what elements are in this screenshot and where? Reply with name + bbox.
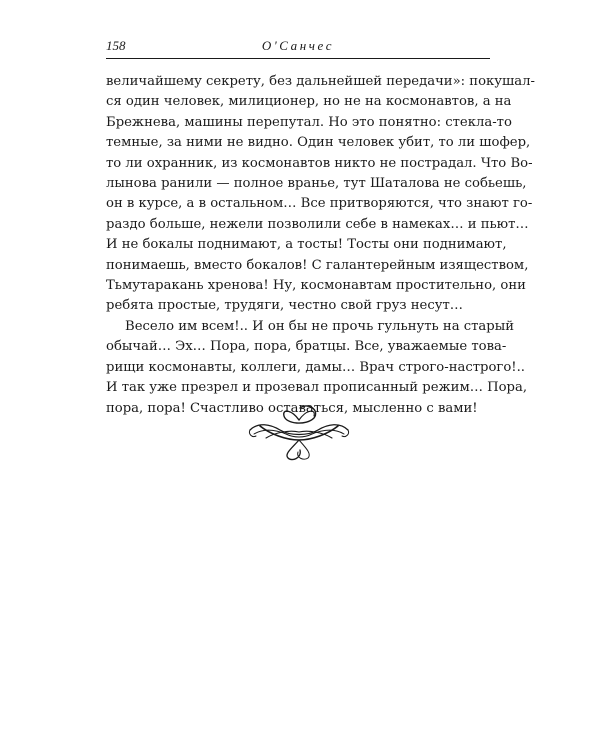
text-line: И не бокалы поднимают, а тосты! Тосты они поднимают, — [106, 237, 507, 253]
running-head: О'Санчес — [261, 38, 335, 53]
text-line: Брежнева, машины перепутал. Но это понятно: стекла-то — [106, 114, 512, 130]
text-line: величайшему секрету, без дальнейшей передачи»: покушал- — [106, 74, 535, 89]
text-line: рищи космонавты, коллеги, дамы… Врач строго-настрого!.. — [106, 359, 525, 375]
text-line: ся один человек, милиционер, но не на космонавтов, а на — [106, 94, 512, 110]
text-line: раздо больше, нежели позволили себе в намеках… и пьют… — [106, 216, 529, 232]
text-line: то ли охранник, из космонавтов никто не пострадал. Что Во- — [106, 155, 533, 171]
text-line: пора, пора! Счастливо оставаться, мысленно с вами! — [106, 400, 478, 416]
text-line: он в курсе, а в остальном… Все притворяются, что знают го- — [106, 196, 533, 212]
text-line: обычай… Эх… Пора, пора, братцы. Все, уважаемые това- — [106, 339, 507, 355]
page-header — [106, 36, 490, 58]
body-text — [106, 72, 535, 419]
page-number: 158 — [106, 38, 126, 53]
flourish-ornament-icon — [246, 400, 352, 462]
text-line: темные, за ними не видно. Один человек убит, то ли шофер, — [106, 135, 531, 151]
paragraph — [106, 72, 535, 317]
text-line: И так уже презрел и прозевал прописанный режим… Пора, — [106, 380, 528, 396]
text-line: Тьмутаракань хренова! Ну, космонавтам простительно, они — [106, 278, 526, 294]
text-line: понимаешь, вместо бокалов! С галантерейным изяществом, — [106, 257, 529, 273]
text-line: ребята простые, трудяги, честно свой груз несут… — [106, 298, 463, 314]
text-line: Весело им всем!.. И он бы не прочь гульнуть на старый — [125, 318, 515, 334]
text-line: лынова ранили — полное вранье, тут Шаталова не собьешь, — [106, 176, 527, 192]
header-rule — [106, 58, 490, 59]
